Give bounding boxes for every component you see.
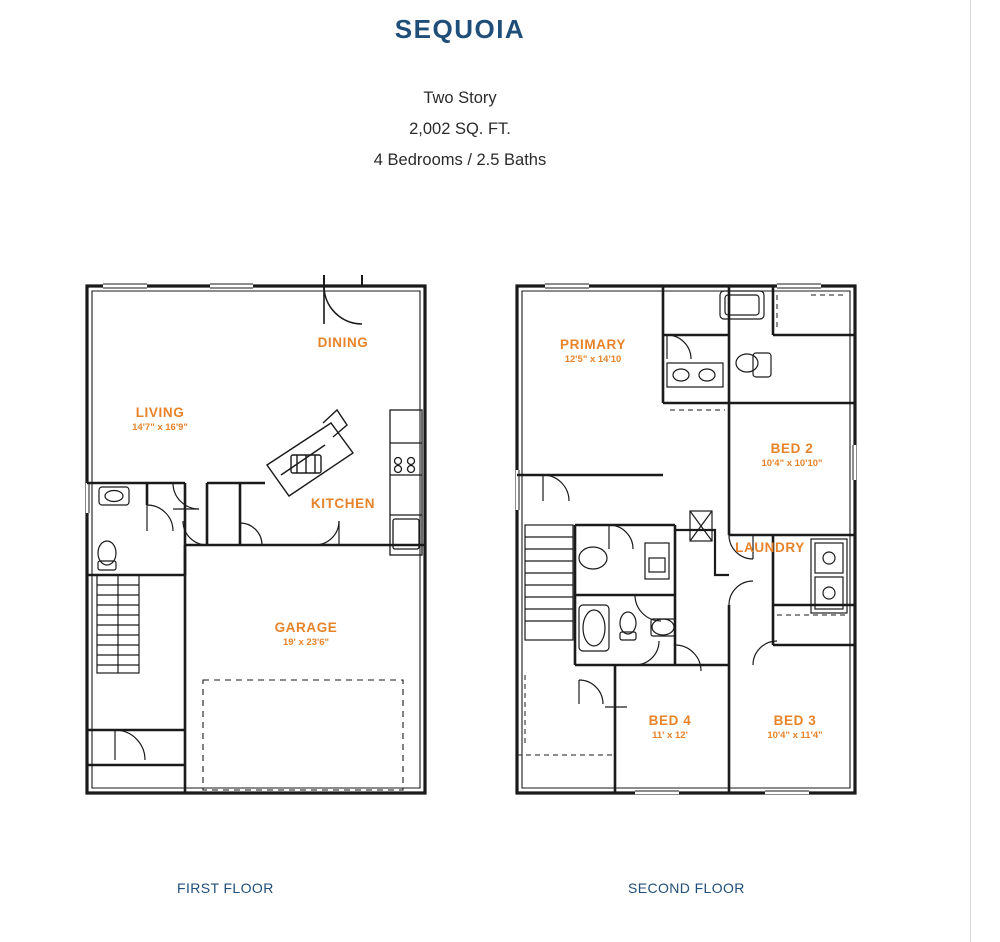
room-label-garage: GARAGE 19' x 23'6" [274, 620, 338, 648]
room-label-dining: DINING [317, 335, 369, 350]
first-floor-drawing [85, 275, 427, 795]
room-label-bed-3: BED 3 10'4" x 11'4" [767, 713, 823, 741]
first-floor-plan [85, 275, 427, 795]
page-right-margin [970, 0, 1000, 942]
plan-stories: Two Story [423, 89, 497, 107]
room-label-bed-2: BED 2 10'4" x 10'10" [761, 441, 823, 469]
page-title: SEQUOIA [394, 14, 526, 44]
second-floor-caption: SECOND FLOOR [628, 880, 745, 896]
room-label-bed-4: BED 4 11' x 12' [648, 713, 692, 741]
room-label-living: LIVING 14'7" x 16'9" [132, 405, 188, 433]
second-floor-plan [515, 275, 857, 795]
plan-square-footage: 2,002 SQ. FT. [409, 120, 511, 138]
plan-beds-baths: 4 Bedrooms / 2.5 Baths [373, 151, 547, 169]
room-label-kitchen: KITCHEN [310, 496, 376, 511]
room-label-primary: PRIMARY 12'5" x 14'10 [560, 337, 626, 365]
room-label-laundry: LAUNDRY [735, 540, 805, 555]
first-floor-caption: FIRST FLOOR [177, 880, 274, 896]
